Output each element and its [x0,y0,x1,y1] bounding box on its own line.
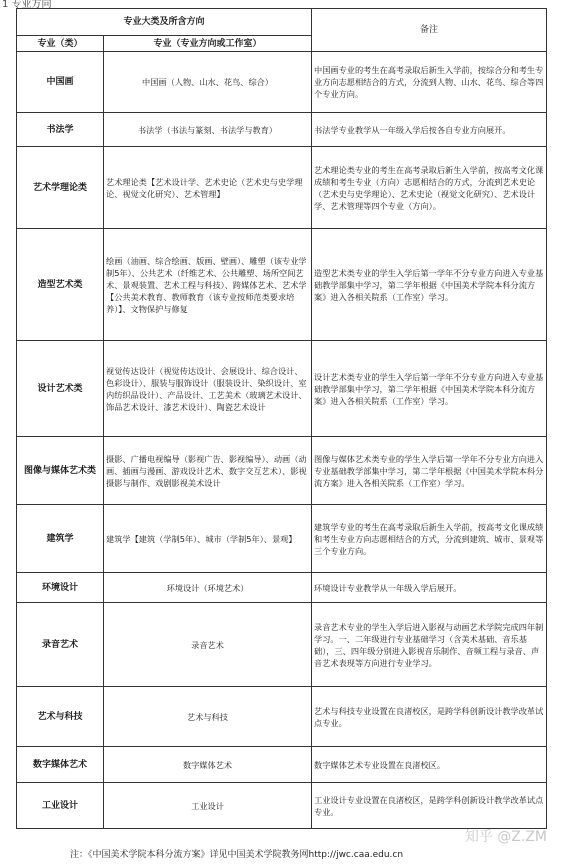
remark-cell: 中国画专业的考生在高考录取后新生入学前，按综合分和考生专业方向志愿相结合的方式，分流到人物、山水、花鸟、综合等四个专业方向。 [312,52,547,113]
table-row [17,147,547,229]
remark-cell: 图像与媒体艺术类专业的学生入学后第一学年不分专业方向进入专业基础教学部集中学习，第二学年根据《中国美术学院本科分流方案》进入各相关院系（工作室）学习。 [312,437,547,505]
remark-cell: 工业设计专业设置在良渚校区，是跨学科创新设计教学改革试点专业。 [312,783,547,829]
category-cell: 艺术学理论类 [17,147,104,229]
remark-cell: 艺术与科技专业设置在良渚校区，是跨学科创新设计教学改革试点专业。 [312,687,547,747]
remark-cell: 艺术理论类专业的考生在高考录取后新生入学前，按高考文化课成绩和考生专业（方向）志愿相结合的方式，分流到艺术史论（艺术史与史学理论）、艺术史论（视觉文化研究）、艺术设计学、艺术管理等四个专业（方向）。 [312,147,547,229]
direction-header: 专业（专业方向或工作室） [104,36,312,52]
remark-cell: 书法学专业教学从一年级入学后按各自专业方向展开。 [312,113,547,147]
direction-cell: 视觉传达设计（视觉传达设计、会展设计、综合设计、色彩设计）、服装与服饰设计（服装设计、染织设计、室内纺织品设计）、产品设计、工艺美术（玻璃艺术设计、饰品艺术设计、漆艺术设计）、陶瓷艺术设计 [104,341,312,437]
group-header: 专业大类及所含方向 [17,9,312,36]
category-cell: 设计艺术类 [17,341,104,437]
table-row [17,603,547,687]
table-row [17,52,547,113]
direction-cell: 环境设计（环境艺术） [104,573,312,603]
direction-cell: 艺术理论类【艺术设计学、艺术史论（艺术史与史学理论、视觉文化研究）、艺术管理】 [104,147,312,229]
direction-cell: 摄影、广播电视编导（影视广告、影视编导）、动画（动画、插画与漫画、游戏设计艺术、数字交互艺术）、影视摄影与制作、戏剧影视美术设计 [104,437,312,505]
category-cell: 艺术与科技 [17,687,104,747]
footer-note: 注：《中国美术学院本科分流方案》详见中国美术学院教务网http://jwc.caa.edu.cn [70,850,404,860]
table-row [17,573,547,603]
direction-cell: 中国画（人物、山水、花鸟、综合） [104,52,312,113]
table-row [17,341,547,437]
table-row [17,687,547,747]
category-cell: 数字媒体艺术 [17,747,104,783]
direction-cell: 绘画（油画、综合绘画、版画、壁画）、雕塑（该专业学制5年）、公共艺术（纤维艺术、公共雕塑、场所空间艺术、景观装置、艺术工程与科技）、跨媒体艺术、艺术学【公共美术教育、教师教育（该专业按师范类要求培养）】、文物保护与修复 [104,229,312,341]
remark-cell: 数字媒体艺术专业设置在良渚校区。 [312,747,547,783]
direction-cell: 建筑学【建筑（学制5年）、城市（学制5年）、景观】 [104,505,312,573]
category-cell: 图像与媒体艺术类 [17,437,104,505]
remark-cell: 录音艺术专业的学生入学后进入影视与动画艺术学院完成四年制学习。一、二年级进行专业基础学习（含美术基础、音乐基础），三、四年级分别进入影视音乐制作、音频工程与录音、声音艺术表现等方向进行专业学习。 [312,603,547,687]
table-row [17,437,547,505]
category-cell: 书法学 [17,113,104,147]
direction-cell: 工业设计 [104,783,312,829]
table-header-row [17,9,547,36]
major-table [16,8,547,829]
remark-cell: 环境设计专业教学从一年级入学后展开。 [312,573,547,603]
category-header: 专业（类） [17,36,104,52]
table-row [17,229,547,341]
direction-cell: 书法学（书法与篆刻、书法学与教育） [104,113,312,147]
direction-cell: 录音艺术 [104,603,312,687]
top-caption: 1 专业方向 [2,0,52,10]
category-cell: 录音艺术 [17,603,104,687]
zhihu-watermark: 知乎 @Z.ZM [464,829,547,845]
table-row [17,113,547,147]
category-cell: 造型艺术类 [17,229,104,341]
table-row [17,783,547,829]
remark-cell: 设计艺术类专业的学生入学后第一学年不分专业方向进入专业基础教学部集中学习，第二学年根据《中国美术学院本科分流方案》进入各相关院系（工作室）学习。 [312,341,547,437]
category-cell: 中国画 [17,52,104,113]
table-row [17,747,547,783]
remark-cell: 建筑学专业的考生在高考录取后新生入学前，按高考文化课成绩和考生专业方向志愿相结合的方式，分流到建筑、城市、景观等三个专业方向。 [312,505,547,573]
remark-header: 备注 [312,9,547,52]
direction-cell: 数字媒体艺术 [104,747,312,783]
remark-cell: 造型艺术类专业的学生入学后第一学年不分专业方向进入专业基础教学部集中学习，第二学年根据《中国美术学院本科分流方案》进入各相关院系（工作室）学习。 [312,229,547,341]
direction-cell: 艺术与科技 [104,687,312,747]
table-row [17,505,547,573]
category-cell: 建筑学 [17,505,104,573]
category-cell: 工业设计 [17,783,104,829]
category-cell: 环境设计 [17,573,104,603]
